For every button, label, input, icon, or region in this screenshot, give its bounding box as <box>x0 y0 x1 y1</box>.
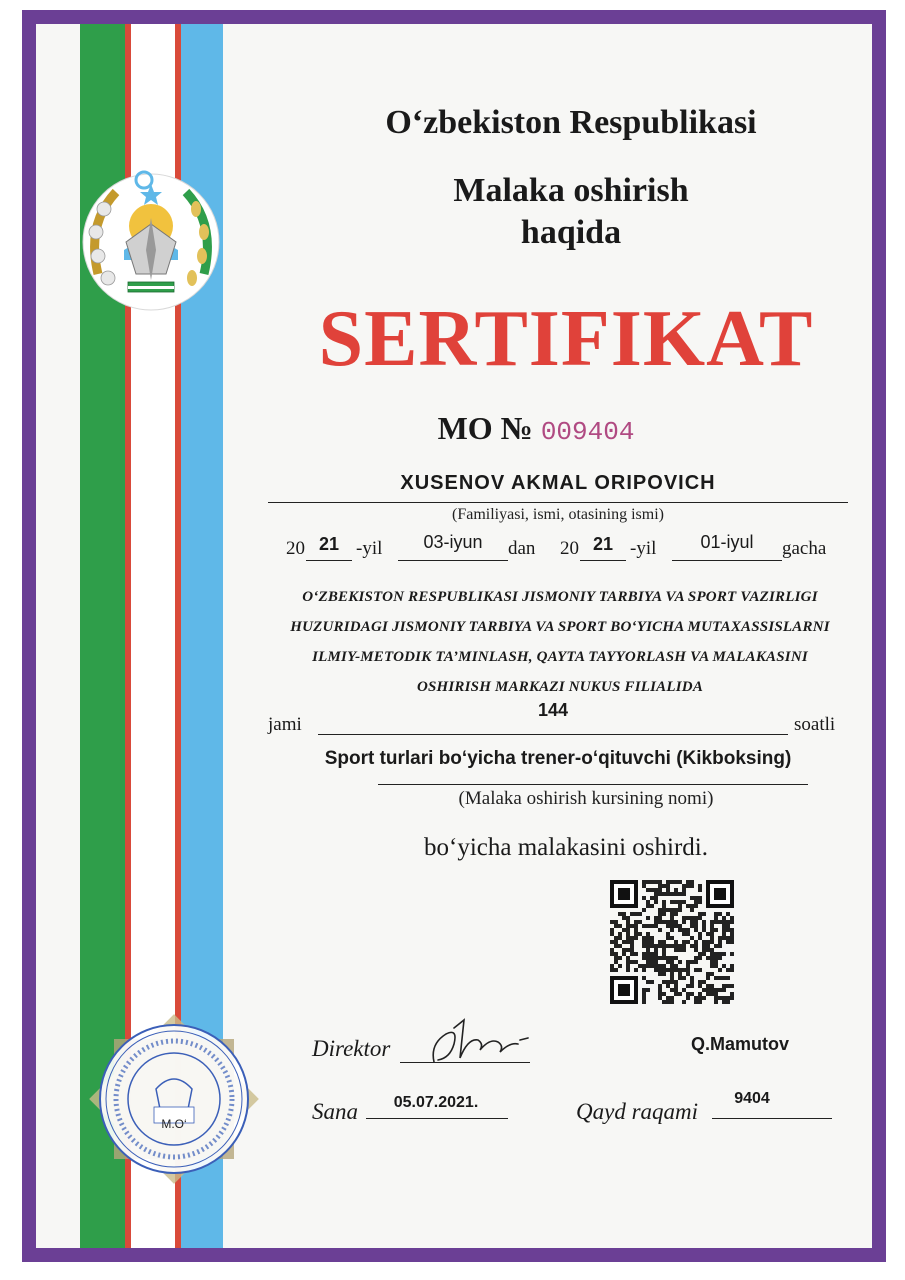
registration-value: 9404 <box>734 1090 770 1107</box>
qr-code <box>610 880 734 1004</box>
country-title: O‘zbekiston Respublikasi <box>385 104 757 141</box>
number-value: 009404 <box>540 417 635 447</box>
certificate-number <box>386 410 686 447</box>
course-caption: (Malaka oshirish kursining nomi) <box>458 788 714 809</box>
state-emblem-icon <box>76 154 226 319</box>
org-line: O‘ZBEKISTON RESPUBLIKASI JISMONIY TARBIYA VA SPORT VAZIRLIGI <box>302 589 818 605</box>
yil-label: -yil <box>356 538 383 559</box>
official-stamp <box>74 999 274 1199</box>
jami-label: jami <box>268 714 302 735</box>
name-underline <box>268 502 848 503</box>
to-year: 21 <box>592 534 614 554</box>
underline <box>672 560 782 561</box>
date-underline <box>366 1118 508 1119</box>
org-line: ILMIY-METODIK TA’MINLASH, QAYTA TAYYORLASH VA MALAKASINI <box>312 649 808 665</box>
org-line: HUZURIDAGI JISMONIY TARBIYA VA SPORT BO‘YICHA MUTAXASSISLARNI <box>290 619 830 635</box>
to-prefix: 20 <box>560 538 579 559</box>
underline <box>306 560 352 561</box>
subtitle <box>336 170 806 254</box>
registration-label: Qayd raqami <box>576 1099 699 1124</box>
org-line: OSHIRISH MARKAZI NUKUS FILIALIDA <box>416 679 704 695</box>
series-label: MO № <box>437 410 533 446</box>
director-signature <box>424 1014 544 1074</box>
from-year: 21 <box>318 534 340 554</box>
holder-caption: (Familiyasi, ismi, otasining ismi) <box>452 506 664 523</box>
director-name: Q.Mamutov <box>691 1034 790 1054</box>
underline <box>398 560 508 561</box>
date-label: Sana <box>312 1099 358 1124</box>
to-date: 01-iyul <box>700 532 754 552</box>
course-underline <box>378 784 808 785</box>
hours-row <box>268 700 858 744</box>
holder-name: XUSENOV AKMAL ORIPOVICH <box>400 472 716 494</box>
dan-label: dan <box>508 538 536 559</box>
certificate-title: SERTIFIKAT <box>318 295 814 383</box>
director-label: Direktor <box>312 1036 391 1061</box>
course-name: Sport turlari bo‘yicha trener-o‘qituvchi (Kikboksing) <box>324 748 792 769</box>
certificate-frame <box>22 10 886 1262</box>
gacha-label: gacha <box>782 538 827 559</box>
soatli-label: soatli <box>794 714 836 735</box>
yil-label: -yil <box>630 538 657 559</box>
hours-underline <box>318 734 788 735</box>
from-date: 03-iyun <box>423 532 483 552</box>
registration-underline <box>712 1118 832 1119</box>
hours-value: 144 <box>537 700 569 720</box>
certificate-paper <box>36 24 872 1248</box>
result-text: bo‘yicha malakasini oshirdi. <box>424 834 708 861</box>
subtitle-line: haqida <box>520 214 622 251</box>
underline <box>580 560 626 561</box>
from-prefix: 20 <box>286 538 305 559</box>
date-value: 05.07.2021. <box>393 1094 479 1111</box>
period-row <box>286 532 866 568</box>
subtitle-line: Malaka oshirish <box>453 172 689 209</box>
organization-name <box>260 582 860 702</box>
stamp-text: M.O‘ <box>161 1117 187 1131</box>
